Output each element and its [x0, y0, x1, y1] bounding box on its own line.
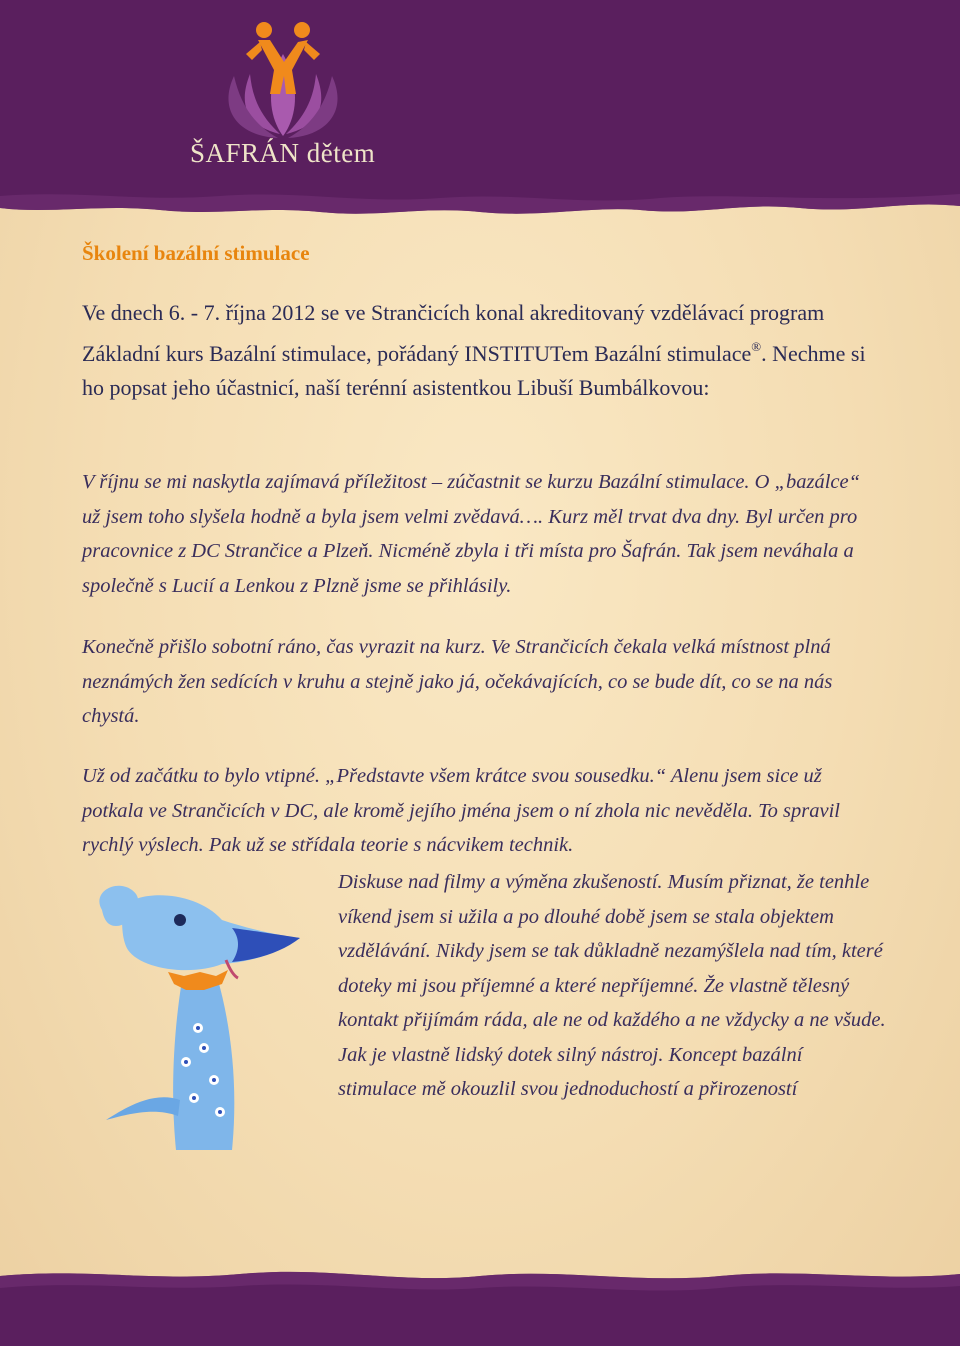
story-paragraph-2: Konečně přišlo sobotní ráno, čas vyrazit na kurz. Ve Strančicích čekala velká místnost plná neznámých žen sedících v kruhu a stejně jako já, očekávajících, co se bude dít, co se na nás chystá. [82, 636, 833, 727]
registered-mark: ® [751, 339, 762, 354]
intro-paragraph [82, 296, 892, 405]
logo-text: ŠAFRÁN dětem [190, 138, 376, 168]
story-paragraph-4: Diskuse nad filmy a výměna zkušeností. Musím přiznat, že tenhle víkend jsem si užila a po dlouhé době jsem se stala objektem vzdělávání. Nikdy jsem se tak důkladně nezamýšlela nad tím, které doteky mi jsou příjemné a které nepříjemné. Že vlastně tělesný kontakt přijímám ráda, ale ne od každého a ne vždycky a ne všude. Jak je vlastně lidský dotek silný nástroj. Koncept bazální stimulace mě okouzlil svou jednoduchostí a přirozeností [338, 871, 886, 1100]
blue-dog-illustration-icon [82, 880, 312, 1160]
footer-band [0, 1246, 960, 1346]
intro-text-start: Ve dnech 6. - 7. října 2012 se ve Strančicích konal akreditovaný vzdělávací program Základní kurs Bazální stimulace, pořádaný INSTITUTem Bazální stimulace [82, 300, 825, 366]
story-paragraph-1: V říjnu se mi naskytla zajímavá příležitost – zúčastnit se kurzu Bazální stimulace. O „bazálce“ už jsem toho slyšela hodně a byla jsem velmi zvědavá…. Kurz měl trvat dva dny. Byl určen pro pracovnice z DC Strančice a Plzeň. Nicméně zbyla i tři místa pro Šafrán. Tak jsem neváhala a společně s Lucií a Lenkou z Plzně jsme se přihlásily. [82, 471, 861, 597]
intro-text-end: . Nechme si ho popsat jeho účastnicí, naší terénní asistentkou Libuší Bumbálkovou: [82, 341, 866, 400]
header-band [0, 0, 960, 240]
article-title: Školení bazální stimulace [82, 241, 310, 265]
story-paragraph-3: Už od začátku to bylo vtipné. „Představte všem krátce svou sousedku.“ Alenu jsem sice už potkala ve Strančicích v DC, ale kromě jejího jména jsem o ní zhola nic nevěděla. To spravil rychlý výslech. Pak už se střídala teorie s nácvikem technik. [82, 765, 840, 856]
